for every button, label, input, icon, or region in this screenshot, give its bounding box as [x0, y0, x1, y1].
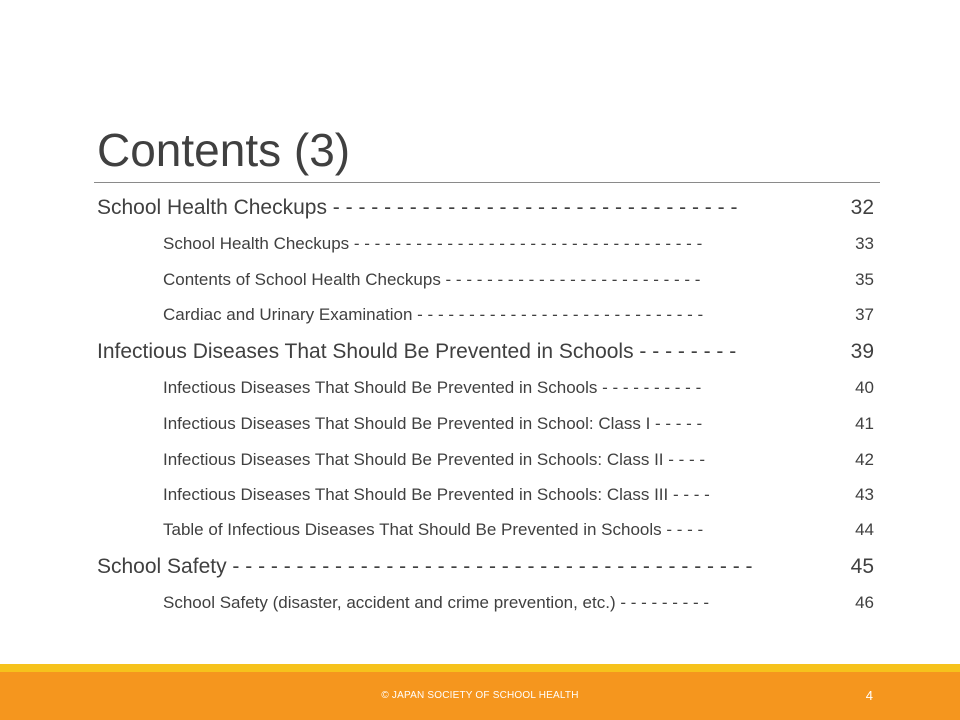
toc-entry-page: 42 [855, 450, 874, 469]
toc-entry-page: 41 [855, 414, 874, 433]
slide-number: 4 [865, 688, 873, 703]
toc-entry-label: Infectious Diseases That Should Be Prevented in Schools - - - - - - - - - - [163, 378, 702, 397]
toc-entry-page: 44 [855, 520, 874, 539]
toc-entry-label: Infectious Diseases That Should Be Prevented in School: Class I - - - - - [163, 414, 703, 433]
toc-entry-label: Infectious Diseases That Should Be Prevented in Schools: Class III - - - - [163, 485, 710, 504]
toc-entry-label: School Health Checkups - - - - - - - - - - - - - - - - - - - - - - - - - - - - - - - - - - [163, 234, 703, 253]
toc-entry-label: Infectious Diseases That Should Be Prevented in Schools - - - - - - - - [97, 340, 737, 363]
toc-entry-label: Cardiac and Urinary Examination - - - - - - - - - - - - - - - - - - - - - - - - - - - - [163, 305, 704, 324]
toc-entry-label: Contents of School Health Checkups - - - - - - - - - - - - - - - - - - - - - - - - - [163, 270, 701, 289]
toc-entry-label: Infectious Diseases That Should Be Prevented in Schools: Class II - - - - [163, 450, 706, 469]
toc-entry-label: School Safety - - - - - - - - - - - - - - - - - - - - - - - - - - - - - - - - - - - - - - - - - [97, 555, 753, 578]
toc-entry-label: School Health Checkups - - - - - - - - - - - - - - - - - - - - - - - - - - - - - - - - [97, 196, 738, 219]
toc-entry-page: 40 [855, 378, 874, 397]
toc-entry-page: 46 [855, 593, 874, 612]
toc-entry-page: 32 [850, 196, 874, 219]
footer-bar [0, 672, 960, 720]
copyright-notice: © JAPAN SOCIETY OF SCHOOL HEALTH [381, 690, 579, 701]
toc-entry-page: 39 [850, 340, 874, 363]
toc-entry-page: 43 [855, 485, 874, 504]
toc-entry-page: 37 [855, 305, 874, 324]
footer-accent-stripe [0, 664, 960, 672]
toc-entry-page: 33 [855, 234, 874, 253]
toc-entry-page: 45 [850, 555, 874, 578]
toc-entry-label: School Safety (disaster, accident and crime prevention, etc.) - - - - - - - - - [163, 593, 710, 612]
toc-entry-label: Table of Infectious Diseases That Should Be Prevented in Schools - - - - [163, 520, 704, 539]
toc-entry-page: 35 [855, 270, 874, 289]
page-title: Contents (3) [97, 124, 351, 176]
